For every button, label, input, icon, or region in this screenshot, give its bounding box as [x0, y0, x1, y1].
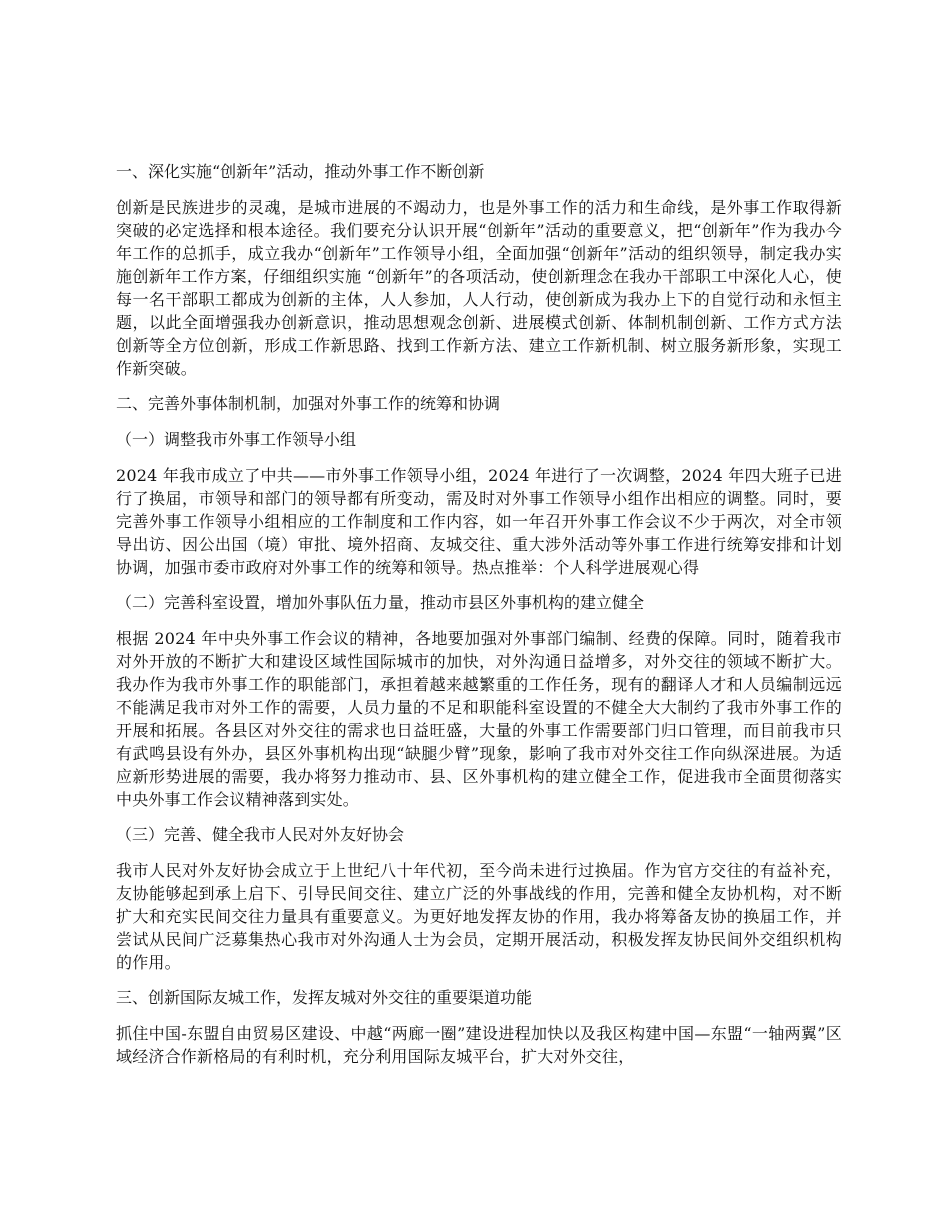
section-heading-2: 二、完善外事体制机制，加强对外事工作的统筹和协调	[116, 394, 501, 413]
paragraph-friendship-association: 我市人民对外友好协会成立于上世纪八十年代初，至今尚未进行过换届。作为官方交往的有益补充，友协能够起到承上启下、引导民间交往、建立广泛的外事战线的作用，完善和健全友协机构，对不断扩大和充实民间交往力量具有重要意义。为更好地发挥友协的作用，我办将筹备友协的换届工作，并尝试从民间广泛募集热心我市对外沟通人士为会员，定期开展活动，积极发挥友协民间外交组织机构的作用。	[116, 861, 842, 972]
section-heading-1: 一、深化实施“创新年”活动，推动外事工作不断创新	[116, 162, 485, 181]
section-heading-3: 三、创新国际友城工作，发挥友城对外交往的重要渠道功能	[116, 988, 533, 1007]
subheading-2-3: （三）完善、健全我市人民对外友好协会	[116, 825, 405, 844]
subheading-2-2: （二）完善科室设置，增加外事队伍力量，推动市县区外事机构的建立健全	[116, 593, 645, 612]
subheading-2-1: （一）调整我市外事工作领导小组	[116, 430, 357, 449]
paragraph-innovation: 创新是民族进步的灵魂，是城市进展的不竭动力，也是外事工作的活力和生命线，是外事工作取得新突破的必定选择和根本途径。我们要充分认识开展“创新年”活动的重要意义，把“创新年”作为我办今年工作的总抓手，成立我办“创新年”工作领导小组，全面加强“创新年”活动的组织领导，制定我办实施创新年工作方案，仔细组织实施 “创新年”的各项活动，使创新理念在我办干部职工中深化人心，使每一名干部职工都成为创新的主体，人人参加，人人行动，使创新成为我办上下的自觉行动和永恒主题，以此全面增强我办创新意识，推动思想观念创新、进展模式创新、体制机制创新、工作方式方法创新等全方位创新，形成工作新思路、找到工作新方法、建立工作新机制、树立服务新形象，实现工作新突破。	[116, 198, 842, 378]
paragraph-staffing: 根据 2024 年中央外事工作会议的精神，各地要加强对外事部门编制、经费的保障。同时，随着我市对外开放的不断扩大和建设区域性国际城市的加快，对外沟通日益增多，对外交往的领域不断扩大。我办作为我市外事工作的职能部门，承担着越来越繁重的工作任务，现有的翻译人才和人员编制远远不能满足我市对外工作的需要，人员力量的不足和职能科室设置的不健全大大制约了我市外事工作的开展和拓展。各县区对外交往的需求也日益旺盛，大量的外事工作需要部门归口管理，而目前我市只有武鸣县设有外办，县区外事机构出现“缺腿少臂”现象，影响了我市对外交往工作向纵深进展。为适应新形势进展的需要，我办将努力推动市、县、区外事机构的建立健全工作，促进我市全面贯彻落实中央外事工作会议精神落到实处。	[116, 629, 842, 809]
paragraph-sister-cities: 抓住中国-东盟自由贸易区建设、中越“两廊一圈”建设进程加快以及我区构建中国—东盟“一轴两翼”区域经济合作新格局的有利时机，充分利用国际友城平台，扩大对外交往，	[116, 1024, 842, 1066]
paragraph-leading-group: 2024 年我市成立了中共——市外事工作领导小组，2024 年进行了一次调整，2024 年四大班子已进行了换届，市领导和部门的领导都有所变动，需及时对外事工作领导小组作出相应的调整。同时，要完善外事工作领导小组相应的工作制度和工作内容，如一年召开外事工作会议不少于两次，对全市领导出访、因公出国（境）审批、境外招商、友城交往、重大涉外活动等外事工作进行统筹安排和计划协调，加强市委市政府对外事工作的统筹和领导。热点推举：个人科学进展观心得	[116, 466, 842, 577]
document-body	[116, 160, 842, 1080]
